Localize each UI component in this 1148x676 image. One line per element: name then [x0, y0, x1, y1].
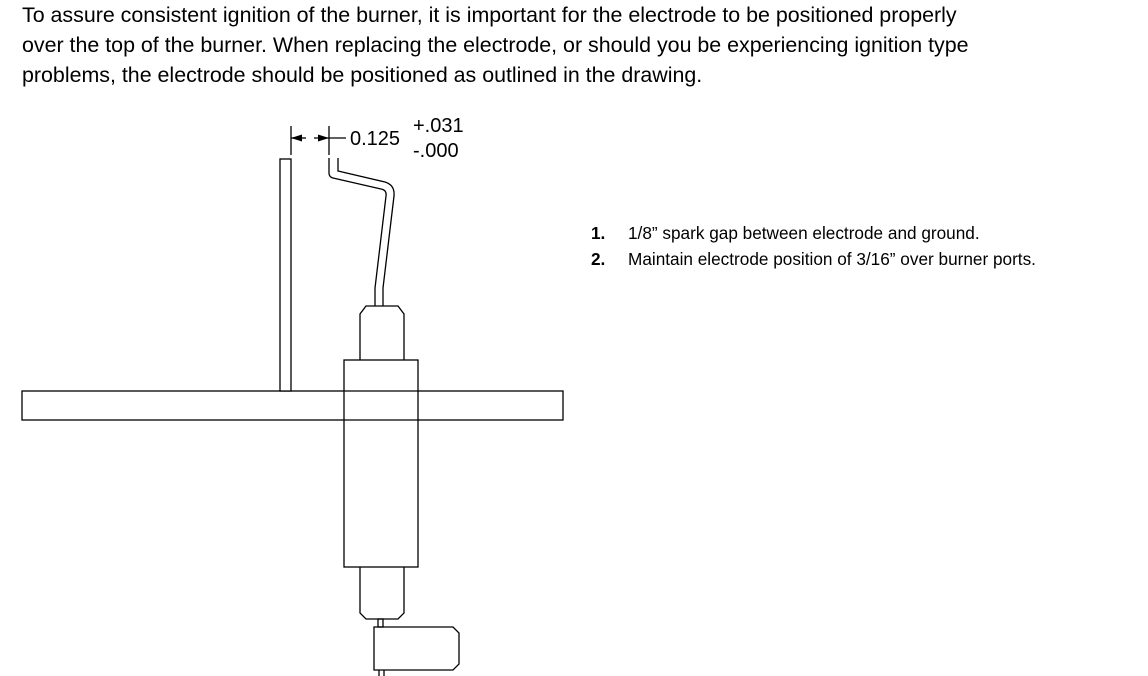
- tolerance-plus: +.031: [413, 115, 464, 137]
- dimension-value: 0.125: [350, 128, 401, 150]
- note-item: [591, 246, 1036, 272]
- electrode-stem: [378, 619, 383, 627]
- note-number: 1.: [591, 223, 606, 243]
- electrode-wire: [329, 158, 394, 306]
- burner-plate: [22, 391, 563, 420]
- electrode-connector: [374, 627, 459, 670]
- note-number: 2.: [591, 249, 606, 269]
- notes-list: [591, 220, 1036, 272]
- intro-line: over the top of the burner. When replacing the electrode, or should you be experiencing ignition type: [22, 33, 969, 57]
- dimension-arrow-right: [318, 135, 329, 142]
- intro-line: To assure consistent ignition of the burner, it is important for the electrode to be positioned properly: [22, 3, 957, 27]
- intro-line: problems, the electrode should be positioned as outlined in the drawing.: [22, 63, 703, 87]
- tolerance-minus: -.000: [413, 140, 459, 162]
- ground-strip: [280, 159, 291, 391]
- insulator-top: [360, 306, 404, 360]
- dimension-arrow-left: [291, 135, 302, 142]
- note-text: 1/8” spark gap between electrode and ground.: [628, 223, 980, 243]
- note-text: Maintain electrode position of 3/16” over burner ports.: [628, 249, 1036, 269]
- insulator-bottom: [360, 567, 404, 619]
- note-item: [591, 220, 1036, 246]
